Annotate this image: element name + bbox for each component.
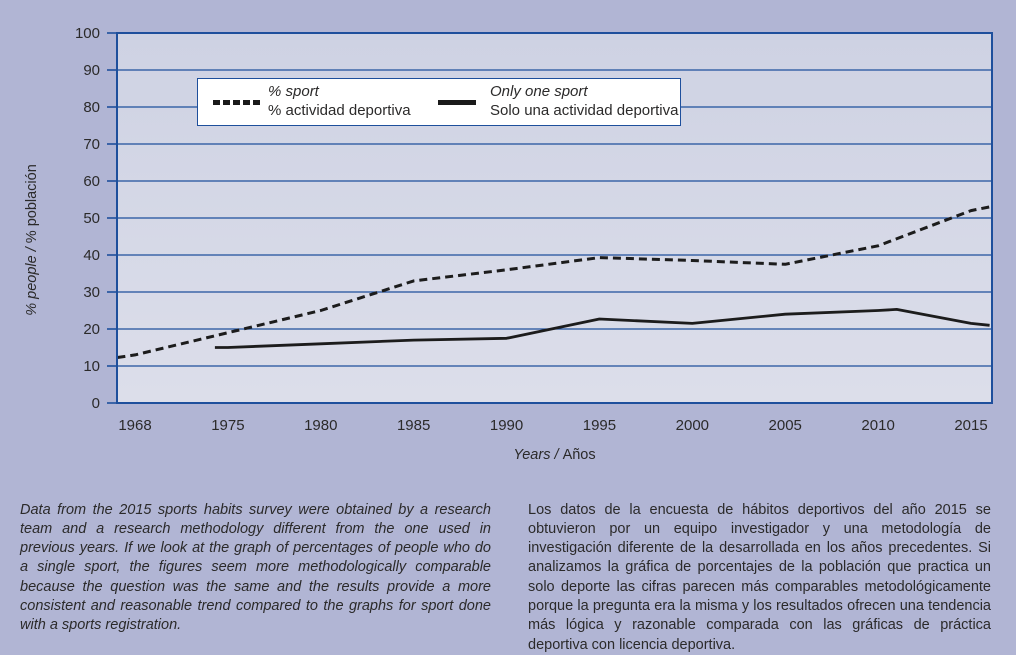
legend-label-es: % actividad deportiva — [268, 102, 411, 119]
y-axis-title-en: % people — [24, 255, 40, 316]
legend-item-percent-sport — [268, 82, 411, 120]
x-tick-label: 2015 — [954, 417, 988, 434]
y-tick-label: 70 — [83, 136, 100, 153]
legend-label-en: Only one sport — [490, 83, 588, 100]
caption-spanish: Los datos de la encuesta de hábitos deportivos del año 2015 se obtuvieron por un equipo investigador y una metodología de investigación diferente de la desarrollada en los años precedentes. Si analizamos la gráfica de porcentajes de la población que practica un solo deporte las cifras parecen más comparables metodológicamente porque la pregunta era la misma y los resultados ofrecen una tendencia más lógica y razonable comparada con las gráficas de práctica deportiva con licencia deportiva. — [528, 501, 991, 653]
y-tick-label: 20 — [83, 321, 100, 338]
x-tick-label: 1990 — [489, 417, 524, 434]
x-tick-label: 2010 — [861, 417, 895, 434]
x-tick-label: 1975 — [211, 417, 245, 434]
y-tick-label: 100 — [74, 25, 100, 42]
y-axis-title — [24, 122, 44, 358]
x-axis-title — [117, 447, 992, 463]
x-tick-label: 1995 — [582, 417, 617, 434]
x-tick-label: 2005 — [768, 417, 802, 434]
x-tick-label: 1985 — [396, 417, 431, 434]
y-tick-label: 10 — [83, 358, 100, 375]
x-tick-label: 1968 — [118, 417, 152, 434]
y-axis-title-es: % población — [24, 164, 40, 244]
legend-item-only-one-sport — [490, 82, 678, 120]
x-tick-label: 2000 — [675, 417, 710, 434]
y-tick-label: 40 — [83, 247, 100, 264]
x-axis-title-separator: / — [550, 447, 563, 463]
y-axis-title-separator: / — [24, 243, 40, 256]
legend-label-en: % sport — [268, 83, 319, 100]
y-tick-label: 80 — [83, 99, 100, 116]
x-axis-title-es: Años — [562, 447, 596, 463]
caption-english: Data from the 2015 sports habits survey were obtained by a research team and a research methodology different from the one used in previous years. If we look at the graph of percentages of people who do a single sport, the figures seem more methodologically comparable because the question was the same and the results provide a more consistent and reasonable trend compared to the graphs for sport done with a sports registration. — [20, 501, 491, 634]
y-tick-label: 90 — [83, 62, 100, 79]
x-axis-title-en: Years — [513, 447, 551, 463]
y-tick-label: 50 — [83, 210, 100, 227]
y-tick-label: 30 — [83, 284, 100, 301]
legend-box — [197, 78, 681, 126]
dashed-line-swatch — [213, 100, 260, 105]
legend-label-es: Solo una actividad deportiva — [490, 102, 679, 119]
x-tick-label: 1980 — [304, 417, 338, 434]
y-tick-label: 60 — [83, 173, 100, 190]
solid-line-swatch — [438, 100, 476, 105]
y-tick-label: 0 — [91, 395, 100, 412]
